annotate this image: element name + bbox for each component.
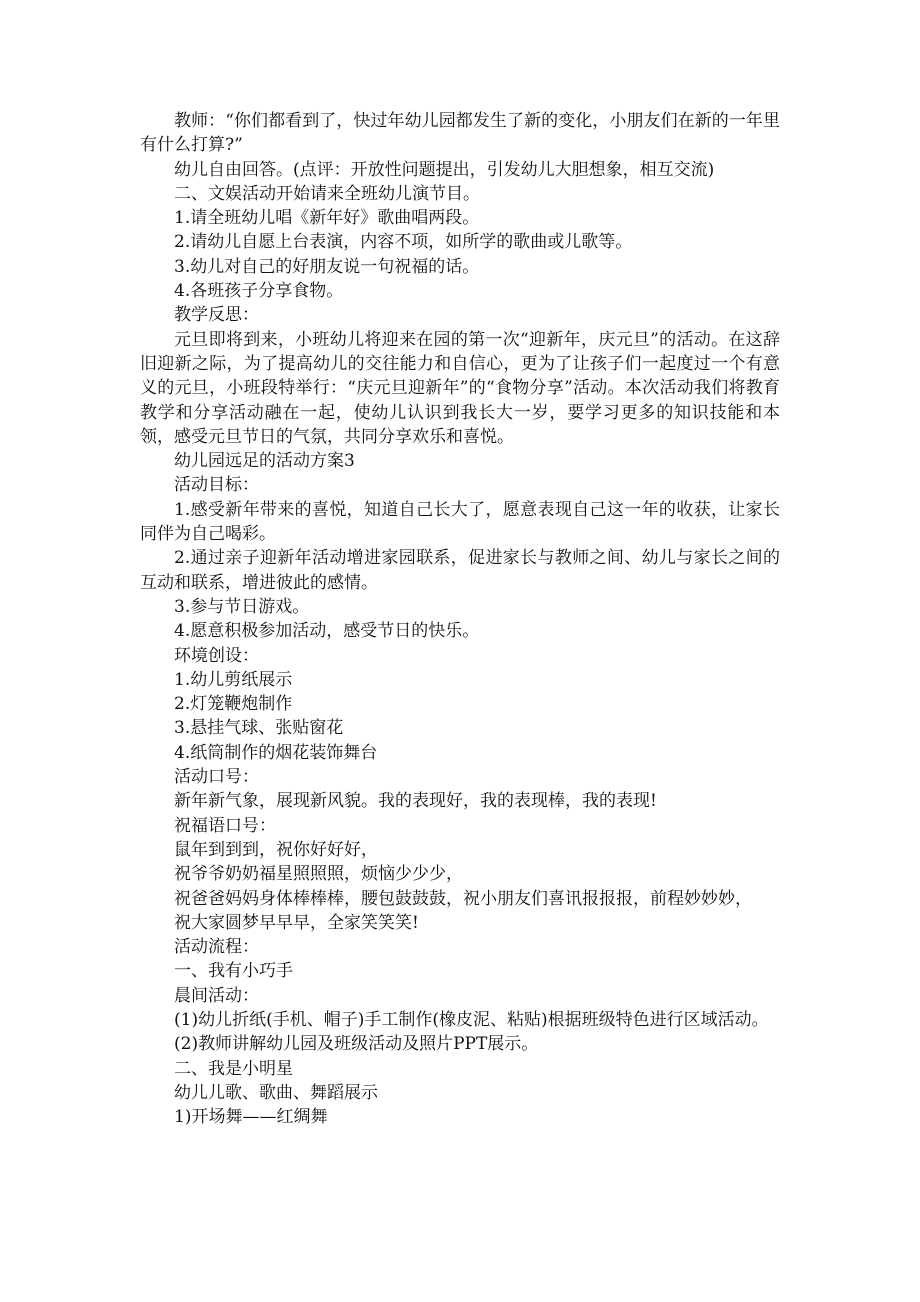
list-item: (1)幼儿折纸(手机、帽子)手工制作(橡皮泥、粘贴)根据班级特色进行区域活动。 <box>174 1009 769 1030</box>
paragraph: 幼儿儿歌、歌曲、舞蹈展示 <box>174 1082 378 1103</box>
list-item: 1)开场舞——红绸舞 <box>174 1107 328 1128</box>
list-item: 3.幼儿对自己的好朋友说一句祝福的话。 <box>174 256 480 277</box>
list-item: 4.各班孩子分享食物。 <box>174 281 344 302</box>
list-item: 2.灯笼鞭炮制作 <box>174 694 293 715</box>
section-heading: 一、我有小巧手 <box>174 961 293 982</box>
list-item: 1.感受新年带来的喜悦，知道自己长大了，愿意表现自己这一年的收获，让家长同伴为自己喝彩。 <box>140 499 780 545</box>
list-item: 4.纸筒制作的烟花装饰舞台 <box>174 742 378 763</box>
section-heading: 晨间活动： <box>174 985 259 1006</box>
document-page <box>140 109 780 1129</box>
paragraph: 祝大家圆梦早早早，全家笑笑笑! <box>174 912 419 933</box>
list-item: 2.通过亲子迎新年活动增进家园联系，促进家长与教师之间、幼儿与家长之间的互动和联系，增进彼此的感情。 <box>140 548 780 593</box>
paragraph: 祝爷爷奶奶福星照照照，烦恼少少少， <box>174 864 463 885</box>
list-item: 2.请幼儿自愿上台表演，内容不项，如所学的歌曲或儿歌等。 <box>174 232 633 253</box>
list-item: 1.幼儿剪纸展示 <box>174 669 293 690</box>
list-item: 1.请全班幼儿唱《新年好》歌曲唱两段。 <box>174 208 480 229</box>
list-item: (2)教师讲解幼儿园及班级活动及照片PPT展示。 <box>174 1034 539 1055</box>
paragraph: 元旦即将到来，小班幼儿将迎来在园的第一次“迎新年，庆元旦”的活动。在这辞旧迎新之际，为了提高幼儿的交往能力和自信心，更为了让孩子们一起度过一个有意义的元旦，小班段特举行：“庆元旦迎新年”的“食物分享”活动。本次活动我们将教育教学和分享活动融在一起，使幼儿认识到我长大一岁，要学习更多的知识技能和本领，感受元旦节日的气氛，共同分享欢乐和喜悦。 <box>140 329 780 447</box>
paragraph: 鼠年到到到，祝你好好好， <box>174 839 378 860</box>
paragraph: 新年新气象，展现新风貌。我的表现好，我的表现棒，我的表现! <box>174 791 657 812</box>
section-heading: 教学反思： <box>174 305 259 326</box>
list-item: 3.悬挂气球、张贴窗花 <box>174 718 344 739</box>
section-heading: 二、我是小明星 <box>174 1058 293 1079</box>
section-heading: 环境创设： <box>174 645 259 666</box>
list-item: 4.愿意积极参加活动，感受节日的快乐。 <box>174 621 480 642</box>
section-heading: 祝福语口号： <box>174 815 276 836</box>
section-heading: 活动流程： <box>174 937 259 958</box>
section-heading: 活动口号： <box>174 767 259 788</box>
section-heading: 活动目标： <box>174 475 259 496</box>
paragraph: 教师：“你们都看到了，快过年幼儿园都发生了新的变化，小朋友们在新的一年里有什么打算?” <box>140 111 780 156</box>
section-heading: 幼儿园远足的活动方案3 <box>174 451 355 472</box>
section-heading: 二、文娱活动开始请来全班幼儿演节目。 <box>174 183 480 204</box>
paragraph: 祝爸爸妈妈身体棒棒棒，腰包鼓鼓鼓，祝小朋友们喜讯报报报，前程妙妙妙， <box>174 888 752 909</box>
list-item: 3.参与节日游戏。 <box>174 596 310 617</box>
paragraph: 幼儿自由回答。(点评：开放性问题提出，引发幼儿大胆想象，相互交流) <box>174 159 715 180</box>
